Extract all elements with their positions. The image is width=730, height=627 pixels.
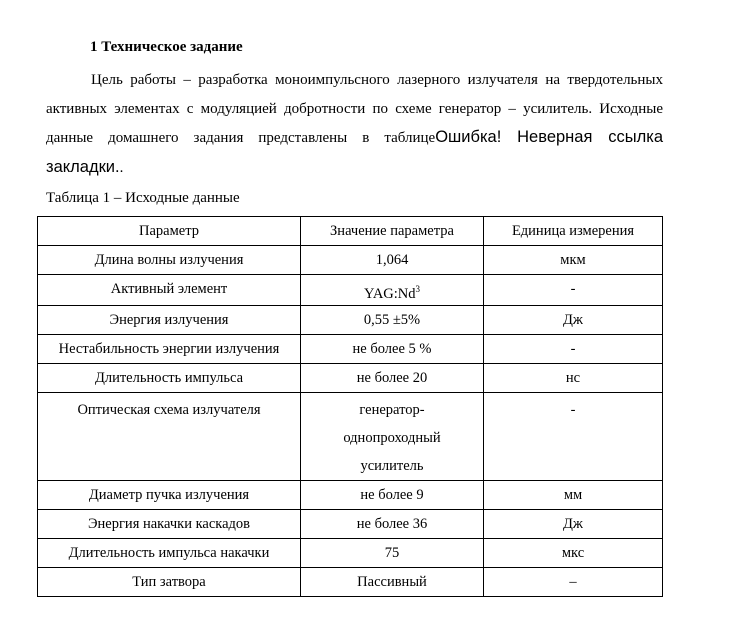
table-row <box>38 363 663 392</box>
table-cell: Тип затвора <box>38 567 301 596</box>
source-data-table <box>37 216 663 597</box>
paragraph-end: . <box>119 159 124 176</box>
section-heading: 1 Техническое задание <box>90 39 243 55</box>
table-cell: Длительность импульса накачки <box>38 538 301 567</box>
table-caption: Таблица 1 – Исходные данные <box>46 190 240 206</box>
cell-line: однопроходный <box>343 429 441 446</box>
table-cell: Нестабильность энергии излучения <box>38 334 301 363</box>
table-row <box>38 305 663 334</box>
table-cell: Энергия излучения <box>38 305 301 334</box>
table-row <box>38 480 663 509</box>
table-row <box>38 246 663 275</box>
table-cell: не более 20 <box>301 363 484 392</box>
table-row <box>38 334 663 363</box>
bookmark-error: Ошибка! Неверная ссылка закладки. <box>46 128 663 176</box>
table-header-row <box>38 217 663 246</box>
table-cell <box>301 275 484 306</box>
table-cell: 75 <box>301 538 484 567</box>
table-row <box>38 392 663 480</box>
table-cell: – <box>484 567 663 596</box>
table-row <box>38 509 663 538</box>
table-cell: 1,064 <box>301 246 484 275</box>
table-cell: Длительность импульса <box>38 363 301 392</box>
table-cell: мм <box>484 480 663 509</box>
table-cell: Дж <box>484 305 663 334</box>
table-cell: нс <box>484 363 663 392</box>
table-cell: - <box>484 392 663 480</box>
table-cell: 0,55 ±5% <box>301 305 484 334</box>
table-cell: Энергия накачки каскадов <box>38 509 301 538</box>
header-cell: Параметр <box>38 217 301 246</box>
table-cell: Активный элемент <box>38 275 301 306</box>
table-cell: не более 36 <box>301 509 484 538</box>
body-paragraph <box>46 66 663 182</box>
table-cell: Оптическая схема излучателя <box>38 392 301 480</box>
paragraph-text: Цель работы – разработка моноимпульсного лазерного излучателя на твердотельных активных элементах с модуляцией добротности по схеме генератор – усилитель. Исходные данные домашнего задания представлены в таблице <box>46 72 663 146</box>
table-row <box>38 567 663 596</box>
table-cell: мкс <box>484 538 663 567</box>
table-cell: Дж <box>484 509 663 538</box>
table-cell: не более 9 <box>301 480 484 509</box>
table-cell: Длина волны излучения <box>38 246 301 275</box>
cell-line: усилитель <box>360 457 424 474</box>
table-cell <box>301 392 484 480</box>
header-cell: Значение параметра <box>301 217 484 246</box>
cell-line: генератор- <box>359 401 425 418</box>
table-cell: - <box>484 275 663 306</box>
table-row <box>38 275 663 306</box>
table-cell: мкм <box>484 246 663 275</box>
table-row <box>38 538 663 567</box>
superscript: 3 <box>415 284 421 294</box>
header-cell: Единица измерения <box>484 217 663 246</box>
table-cell: - <box>484 334 663 363</box>
table-cell: не более 5 % <box>301 334 484 363</box>
table-cell: Диаметр пучка излучения <box>38 480 301 509</box>
table-cell: Пассивный <box>301 567 484 596</box>
cell-text: YAG:Nd <box>363 285 416 302</box>
